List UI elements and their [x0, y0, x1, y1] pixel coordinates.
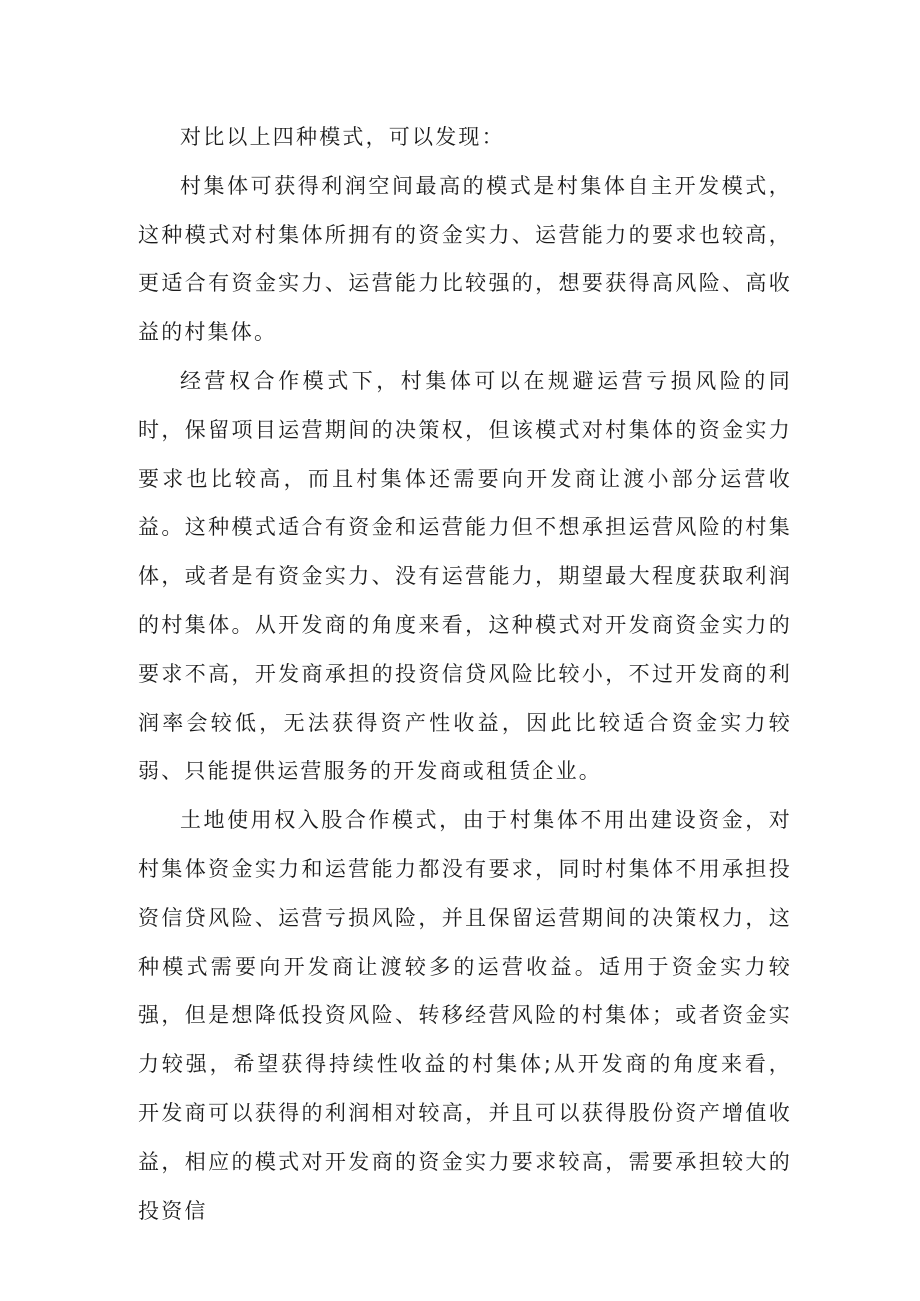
- paragraph-land-use-rights: 土地使用权入股合作模式，由于村集体不用出建设资金，对村集体资金实力和运营能力都没有要求，同时村集体不用承担投资信贷风险、运营亏损风险，并且保留运营期间的决策权力，这种模式需要向开发商让渡较多的运营收益。适用于资金实力较强，但是想降低投资风险、转移经营风险的村集体；或者资金实力较强，希望获得持续性收益的村集体;从开发商的角度来看，开发商可以获得的利润相对较高，并且可以获得股份资产增值收益，相应的模式对开发商的资金实力要求较高，需要承担较大的投资信: [138, 808, 792, 1223]
- paragraph-self-development: 村集体可获得利润空间最高的模式是村集体自主开发模式，这种模式对村集体所拥有的资金实力、运营能力的要求也较高，更适合有资金实力、运营能力比较强的，想要获得高风险、高收益的村集体。: [138, 173, 792, 345]
- document-body: [138, 113, 792, 1235]
- paragraph-operation-rights: 经营权合作模式下，村集体可以在规避运营亏损风险的同时，保留项目运营期间的决策权，但该模式对村集体的资金实力要求也比较高，而且村集体还需要向开发商让渡小部分运营收益。这种模式适合有资金和运营能力但不想承担运营风险的村集体，或者是有资金实力、没有运营能力，期望最大程度获取利润的村集体。从开发商的角度来看，这种模式对开发商资金实力的要求不高，开发商承担的投资信贷风险比较小，不过开发商的利润率会较低，无法获得资产性收益，因此比较适合资金实力较弱、只能提供运营服务的开发商或租赁企业。: [138, 368, 792, 784]
- paragraph-intro: 对比以上四种模式，可以发现：: [180, 125, 505, 149]
